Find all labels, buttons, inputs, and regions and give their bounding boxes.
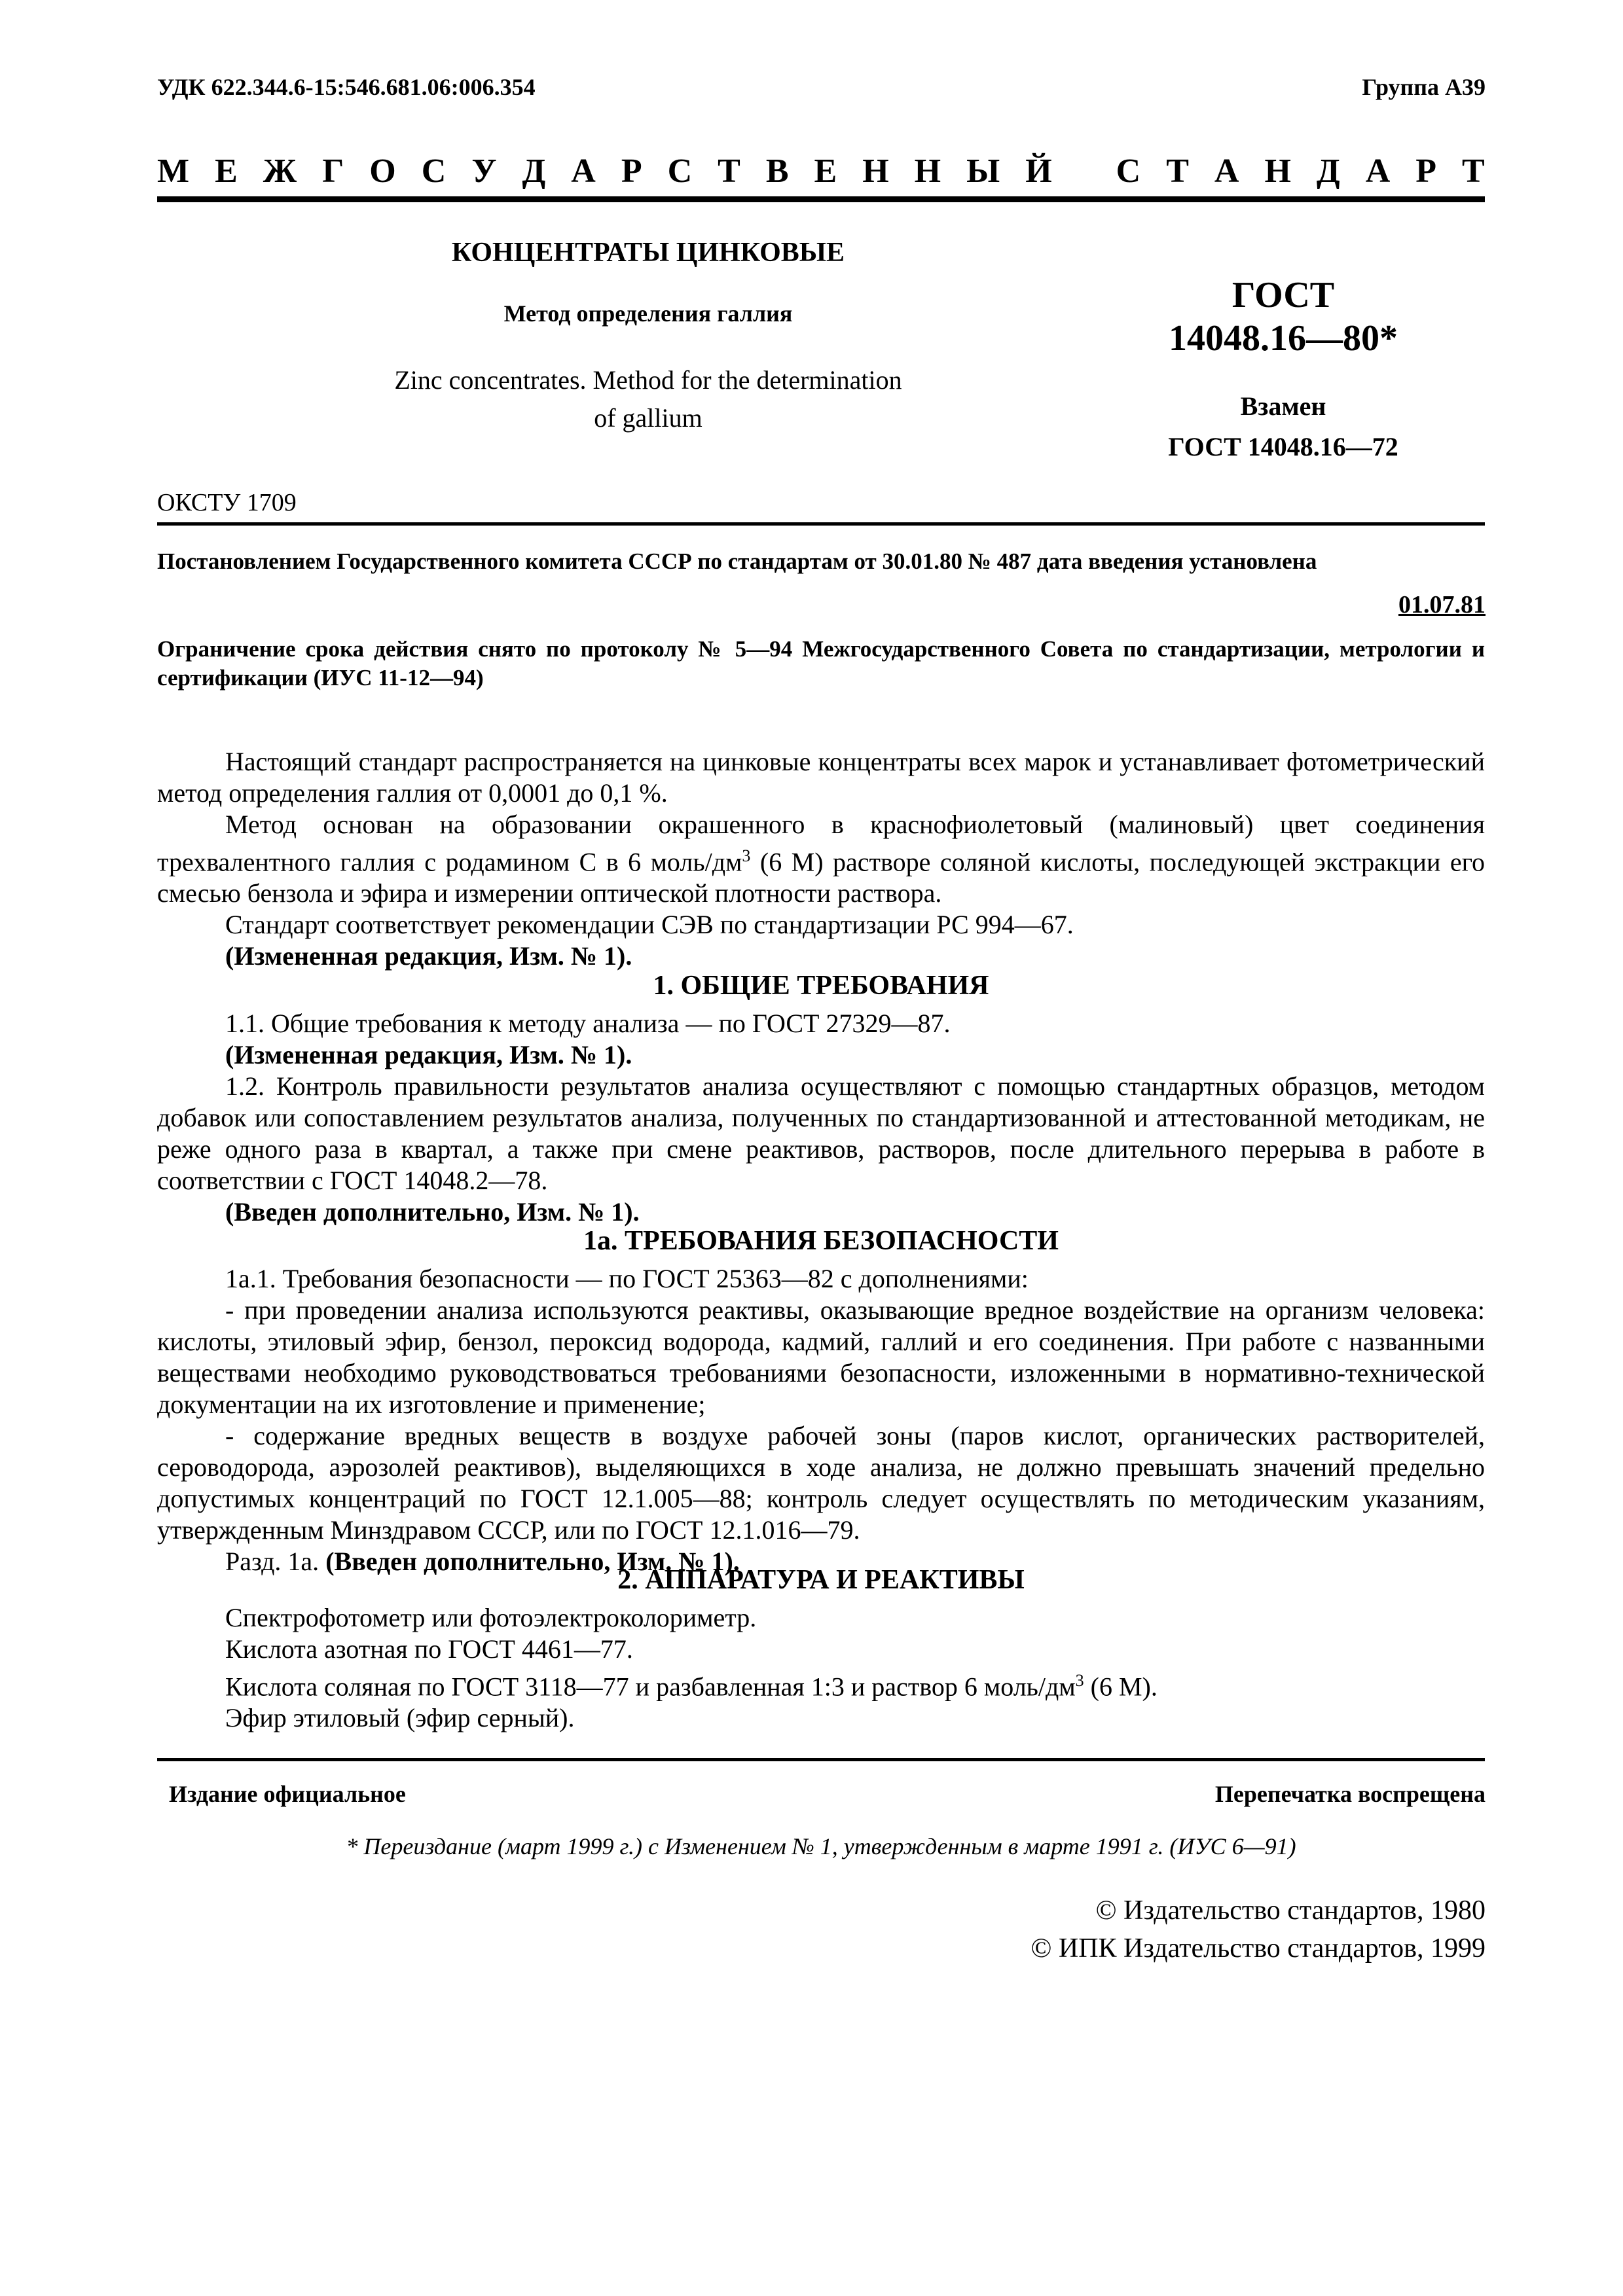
- superscript: 3: [1075, 1671, 1084, 1690]
- gost-designation: [1126, 274, 1440, 360]
- okstu-code: ОКСТУ 1709: [157, 489, 297, 516]
- section-2-body: [157, 1602, 1485, 1734]
- intro-paragraph-2: [157, 809, 1485, 909]
- safety-item-1: - при проведении анализа используются реактивы, оказывающие вредное воздействие на организм человека: кислоты, этиловый эфир, бензол, пероксид водорода, кадмий, галлий и его соединения. При работе с названными веществами необходимо руководствоваться требованиями безопасности, изложенными в нормативно-технической документации на их изготовление и применение;: [157, 1295, 1485, 1419]
- section-ref: Разд. 1а.: [225, 1547, 326, 1576]
- banner-letter: Р: [1415, 152, 1437, 190]
- safety-item-2: - содержание вредных веществ в воздухе рабочей зоны (паров кислот, органических растворителей, сероводорода, аэрозолей реактивов), выделяющихся в ходе анализа, не должно превышать значений предельно допустимых концентраций по ГОСТ 12.1.005—88; контроль следует осуществлять по методическим указаниям, утвержденным Минздравом СССР, или по ГОСТ 12.1.016—79.: [157, 1421, 1485, 1545]
- banner-letter: А: [1365, 152, 1391, 190]
- banner-letter: В: [765, 152, 789, 190]
- reagent-item: Эфир этиловый (эфир серный).: [225, 1703, 575, 1733]
- banner-letter: Е: [814, 152, 837, 190]
- banner-letter: У: [471, 152, 497, 190]
- english-title: [367, 361, 930, 437]
- section-2-title: 2. АППАРАТУРА И РЕАКТИВЫ: [617, 1565, 1025, 1595]
- copyright-1980: © Издательство стандартов, 1980: [1095, 1895, 1486, 1926]
- official-edition: Издание официальное: [169, 1781, 406, 1807]
- replaces-value: ГОСТ 14048.16—72: [1168, 432, 1398, 461]
- banner-letter: С: [1116, 152, 1141, 190]
- banner-letter: Ж: [263, 152, 297, 190]
- clause-1-2: 1.2. Контроль правильности результатов анализа осуществляют с помощью стандартных образцов, методом добавок или сопоставлением результатов анализа, полученных по стандартизованной и аттестованной методикам, не реже одного раза в квартал, а также при смене реактивов, растворов, после длительного перерыва в работе в соответствии с ГОСТ 14048.2—78.: [157, 1071, 1485, 1195]
- reagent-item: [157, 1665, 1485, 1702]
- banner-letter: Т: [718, 152, 740, 190]
- section-1a-body: [157, 1263, 1485, 1577]
- banner-letter: М: [157, 152, 190, 190]
- banner-letter: С: [421, 152, 447, 190]
- reagent-text: Кислота соляная по ГОСТ 3118—77 и разбавленная 1:3 и раствор 6 моль/дм: [225, 1672, 1076, 1702]
- intro-p2-text: Метод основан на образовании окрашенного в краснофиолетовый (малиновый) цвет соединения трехвалентного галлия с родамином С в 6 моль/дм: [157, 810, 1485, 877]
- banner-rule: [157, 196, 1485, 202]
- reagent-item: Кислота азотная по ГОСТ 4461—77.: [225, 1634, 633, 1664]
- limitation-note: Ограничение срока действия снято по протоколу № 5—94 Межгосударственного Совета по стандартизации, метрологии и сертификации (ИУС 11-12—94): [157, 636, 1485, 691]
- banner-letter: А: [571, 152, 596, 190]
- banner-letter: Н: [914, 152, 941, 190]
- gost-number: 14048.16—80*: [1169, 318, 1398, 359]
- banner-letter: Н: [1264, 152, 1291, 190]
- banner-letter: Н: [862, 152, 889, 190]
- amendment-note: (Измененная редакция, Изм. № 1).: [225, 941, 632, 971]
- banner-letter: Т: [1166, 152, 1189, 190]
- reagent-text-end: (6 М).: [1084, 1672, 1158, 1702]
- replaces-label: Взамен: [1240, 391, 1326, 421]
- banner-letter: Е: [215, 152, 238, 190]
- english-title-line-2: of gallium: [594, 403, 702, 433]
- intro-paragraph-3: Стандарт соответствует рекомендации СЭВ по стандартизации РС 994—67.: [225, 910, 1074, 940]
- copyright-block: [1030, 1892, 1486, 1967]
- section-1a-title: 1а. ТРЕБОВАНИЯ БЕЗОПАСНОСТИ: [583, 1226, 1059, 1256]
- banner-letter: [1078, 152, 1091, 190]
- reprint-prohibited: Перепечатка воспрещена: [1214, 1781, 1486, 1807]
- superscript: 3: [742, 846, 751, 865]
- group-code: Группа А39: [1362, 74, 1486, 100]
- decree-date: 01.07.81: [1398, 591, 1486, 619]
- banner-letter: Г: [322, 152, 344, 190]
- amendment-note: (Введен дополнительно, Изм. № 1).: [225, 1197, 640, 1227]
- section-1-body: [157, 1008, 1485, 1228]
- banner-letter: С: [667, 152, 693, 190]
- banner-letter: Ы: [966, 152, 1000, 190]
- header-rule: [157, 522, 1485, 526]
- banner-letter: А: [1214, 152, 1239, 190]
- amendment-note: (Измененная редакция, Изм. № 1).: [225, 1040, 632, 1069]
- clause-1a-1: 1а.1. Требования безопасности — по ГОСТ 25363—82 с дополнениями:: [225, 1264, 1029, 1293]
- udc-code: УДК 622.344.6-15:546.681.06:006.354: [157, 74, 536, 100]
- banner-letter: О: [369, 152, 396, 190]
- gost-label: ГОСТ: [1231, 275, 1335, 315]
- document-title: КОНЦЕНТРАТЫ ЦИНКОВЫЕ: [451, 238, 845, 268]
- amendment-note: (Введен дополнительно, Изм. № 1).: [325, 1547, 740, 1576]
- document-subtitle: Метод определения галлия: [503, 300, 793, 327]
- decree-text: Постановлением Государственного комитета СССР по стандартам от 30.01.80 № 487 дата введения установлена: [157, 548, 1317, 574]
- banner-letter: Р: [621, 152, 642, 190]
- intro-section: [157, 746, 1485, 972]
- english-title-line-1: Zinc concentrates. Method for the determination: [394, 365, 902, 395]
- banner-letter: Д: [522, 152, 546, 190]
- section-1-title: 1. ОБЩИЕ ТРЕБОВАНИЯ: [653, 971, 989, 1001]
- clause-1-1: 1.1. Общие требования к методу анализа — по ГОСТ 27329—87.: [225, 1009, 951, 1038]
- banner-letter: Й: [1025, 152, 1052, 190]
- equipment-item: Спектрофотометр или фотоэлектроколориметр.: [225, 1603, 757, 1632]
- banner-letter: Т: [1462, 152, 1485, 190]
- footer-rule: [157, 1758, 1485, 1761]
- banner-letter: Д: [1316, 152, 1340, 190]
- copyright-1999: © ИПК Издательство стандартов, 1999: [1030, 1933, 1486, 1964]
- intro-paragraph-1: Настоящий стандарт распространяется на цинковые концентраты всех марок и устанавливает фотометрический метод определения галлия от 0,0001 до 0,1 %.: [157, 747, 1485, 808]
- interstate-standard-banner: [157, 152, 1485, 190]
- replaces-block: [1126, 386, 1440, 467]
- intro-p2-text-end: (6 М) растворе соляной кислоты, последующей экстракции его смесью бензола и эфира и измерении оптической плотности раствора.: [157, 847, 1486, 908]
- reissue-note: * Переиздание (март 1999 г.) с Изменением № 1, утвержденным в марте 1991 г. (ИУС 6—91): [346, 1833, 1296, 1859]
